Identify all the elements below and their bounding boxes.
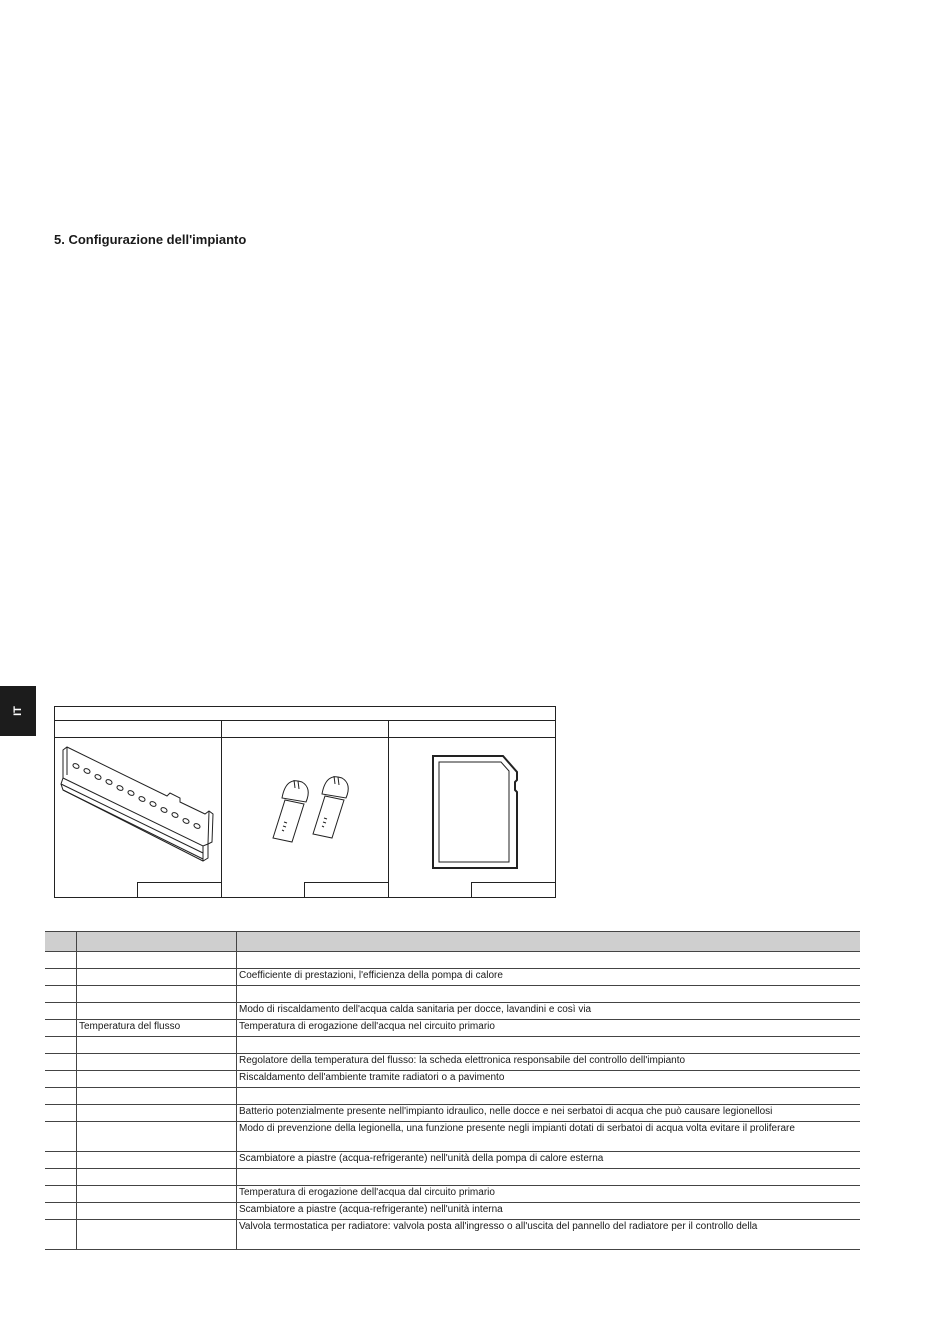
accessory-code-box [137, 882, 221, 897]
glossary-definition [237, 986, 861, 1003]
glossary-definition [237, 1037, 861, 1054]
table-row [45, 1105, 860, 1122]
glossary-term [77, 1003, 237, 1020]
glossary-definition: Scambiatore a piastre (acqua-refrigerante) nell'unità interna [237, 1203, 861, 1220]
glossary-term [77, 1105, 237, 1122]
table-row [45, 1152, 860, 1169]
accessory-cell-sd-card [389, 738, 555, 897]
glossary-definition: Scambiatore a piastre (acqua-refrigerante) nell'unità della pompa di calore esterna [237, 1152, 861, 1169]
accessory-code-box [304, 882, 388, 897]
table-row [45, 986, 860, 1003]
section-title: 5. Configurazione dell'impianto [54, 232, 247, 247]
table-row [45, 1003, 860, 1020]
glossary-term: Temperatura del flusso [77, 1020, 237, 1037]
glossary-term [77, 1169, 237, 1186]
glossary-term [77, 1186, 237, 1203]
table-row [45, 1054, 860, 1071]
table-row [45, 1186, 860, 1203]
language-tab-label: IT [12, 706, 24, 716]
glossary-table [45, 931, 860, 1250]
glossary-term [77, 1071, 237, 1088]
mounting-bracket-icon [55, 738, 221, 897]
glossary-header-row [45, 932, 860, 952]
glossary-term [77, 952, 237, 969]
accessories-table [54, 706, 556, 898]
glossary-definition: Valvola termostatica per radiatore: valvola posta all'ingresso o all'uscita del pannello del radiatore per il controllo della [237, 1220, 861, 1250]
glossary-definition: Modo di riscaldamento dell'acqua calda sanitaria per docce, lavandini e così via [237, 1003, 861, 1020]
glossary-definition [237, 1088, 861, 1105]
accessories-subheader-row [55, 721, 555, 738]
glossary-term [77, 1220, 237, 1250]
glossary-definition: Temperatura di erogazione dell'acqua nel circuito primario [237, 1020, 861, 1037]
table-row [45, 952, 860, 969]
glossary-definition: Regolatore della temperatura del flusso: la scheda elettronica responsabile del controllo dell'impianto [237, 1054, 861, 1071]
glossary-definition: Modo di prevenzione della legionella, una funzione presente negli impianti dotati di serbatoi di acqua volta evitare il proliferare [237, 1122, 861, 1152]
table-row [45, 1220, 860, 1250]
glossary-definition: Batterio potenzialmente presente nell'impianto idraulico, nelle docce e nei serbatoi di acqua che può causare legionellosi [237, 1105, 861, 1122]
accessory-cell-screws [222, 738, 388, 897]
glossary-definition: Temperatura di erogazione dell'acqua dal circuito primario [237, 1186, 861, 1203]
accessory-code-box [471, 882, 555, 897]
glossary-definition: Riscaldamento dell'ambiente tramite radiatori o a pavimento [237, 1071, 861, 1088]
sd-card-icon [389, 738, 555, 897]
accessory-cell-bracket [55, 738, 221, 897]
language-tab [0, 686, 36, 736]
glossary-header-definition [237, 932, 861, 952]
glossary-term [77, 1122, 237, 1152]
glossary-definition [237, 1169, 861, 1186]
table-row [45, 1122, 860, 1152]
glossary-term [77, 1203, 237, 1220]
glossary-term [77, 969, 237, 986]
glossary-definition [237, 952, 861, 969]
table-row [45, 969, 860, 986]
screws-icon [222, 738, 388, 897]
table-row [45, 1071, 860, 1088]
table-row [45, 1169, 860, 1186]
glossary-definition: Coefficiente di prestazioni, l'efficienza della pompa di calore [237, 969, 861, 986]
glossary-term [77, 1088, 237, 1105]
table-row [45, 1203, 860, 1220]
glossary-term [77, 986, 237, 1003]
glossary-term [77, 1037, 237, 1054]
table-row [45, 1020, 860, 1037]
accessories-header-row [55, 707, 555, 721]
glossary-header-number [45, 932, 77, 952]
table-row [45, 1037, 860, 1054]
glossary-header-term [77, 932, 237, 952]
glossary-term [77, 1054, 237, 1071]
table-row [45, 1088, 860, 1105]
glossary-term [77, 1152, 237, 1169]
